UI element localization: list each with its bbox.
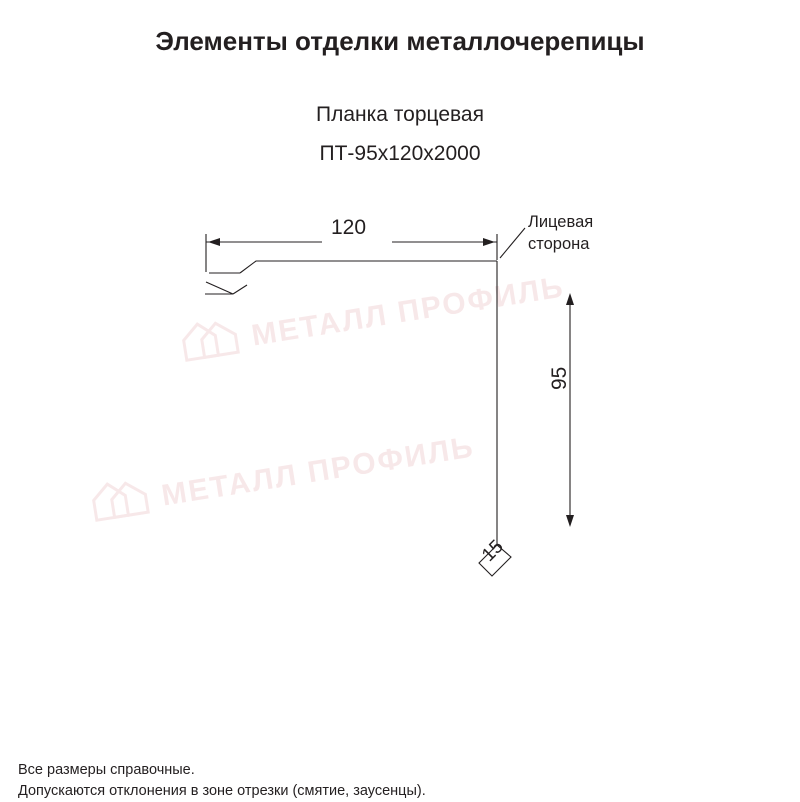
profile-bend-inner (233, 285, 247, 294)
product-name: Планка торцевая (316, 103, 484, 126)
watermark-text: МЕТАЛЛ ПРОФИЛЬ (159, 430, 477, 513)
dim-arrow-120-right (483, 238, 495, 246)
page-title: Элементы отделки металлочерепицы (155, 26, 645, 56)
footnotes (18, 760, 426, 802)
dimension-label-95: 95 (548, 366, 571, 390)
product-code: ПТ-95x120x2000 (319, 142, 481, 165)
leader-line-face-side (500, 228, 525, 258)
annotation-face-side-line2: сторона (528, 235, 590, 253)
profile-top-face (240, 261, 497, 273)
dimension-label-120: 120 (331, 216, 367, 239)
footnote-line-2: Допускаются отклонения в зоне отрезки (смятие, заусенцы). (18, 783, 426, 799)
dim-arrow-120-left (208, 238, 220, 246)
dimension-label-15: 15 (478, 536, 508, 566)
watermark-text: МЕТАЛЛ ПРОФИЛЬ (249, 270, 567, 353)
annotation-face-side (528, 211, 593, 255)
annotation-face-side-line1: Лицевая (528, 213, 594, 231)
footnote-line-1: Все размеры справочные. (18, 762, 195, 778)
profile-lip-bottom (205, 282, 233, 294)
